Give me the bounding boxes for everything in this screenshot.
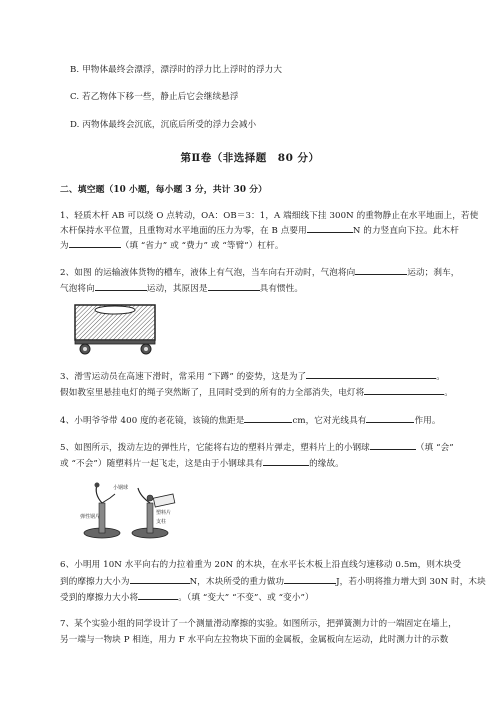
q6-text-e: 。（填 “变大” “不变”、或 “变小”） [178,593,314,603]
plastic-sheet [153,494,174,507]
q3-text-b: 。 [436,372,445,382]
q6-line3 [60,590,314,603]
q5-line2 [60,456,344,469]
q2-blank-1[interactable] [355,265,407,275]
q3-blank-2[interactable] [364,385,444,395]
q2-blank-3[interactable] [208,281,260,291]
q6-text-a: 到的摩擦力大小为 [60,577,130,587]
label-post: 支柱 [156,519,167,525]
q1-text-b: N 的力竖直向下拉。此木杆 [352,226,459,236]
q5-blank-2[interactable] [263,456,309,466]
q1-line3 [60,238,284,251]
q6-blank-2[interactable] [284,574,336,584]
label-steel-ball: 小钢球 [113,485,129,491]
q7-line2: 另一端与一物块 P 相连，用力 F 水平向左拉物块下面的金属板，金属板向左运动，此时测力计的示数 [60,635,449,645]
q1-blank-1[interactable] [307,223,353,233]
spring-steel-figure [80,478,185,542]
q1-line2 [60,223,459,236]
q6-blank-1[interactable] [130,574,190,584]
q5-line1 [60,440,454,453]
q5-text-a: 5、如图所示，拨动左边的弹性片，它能将右边的塑料片弹走，塑料片上的小钢球 [60,443,370,453]
q6-text-d: 受到的摩擦力大小将 [60,593,139,603]
option-d: D. 丙物体最终会沉底，沉底后所受的浮力会减小 [70,120,257,130]
q1-text-c: 为 [60,241,69,251]
q6-blank-3[interactable] [138,590,178,600]
q3-text-a: 3、滑雪运动员在高速下滑时，常采用 “下蹲” 的姿势，这是为了 [60,372,307,382]
q2-blank-2[interactable] [95,281,147,291]
q4-text-a: 4、小明爷爷带 400 度的老花镜，该镜的焦距是 [60,416,245,426]
q2-line1 [60,265,459,278]
q3-blank-1[interactable] [306,369,436,379]
option-c: C. 若乙物体下移一些，静止后它会继续悬浮 [70,92,239,102]
q2-text-d: 运动，其原因是 [146,284,208,294]
q5-text-b: （填 “会” [415,443,454,453]
steel-ball [147,495,153,501]
truck-base [75,340,155,344]
q2-line2 [60,281,303,294]
q2-text-b: 运动；刹车， [407,268,460,278]
q5-text-c: 或 “不会”）随塑料片一起飞走，这是由于小钢球具有 [60,459,264,469]
part2-title: 第Ⅱ卷（非选择题 80 分） [180,152,320,164]
q2-text-e: 具有惯性。 [259,284,304,294]
q1-blank-2[interactable] [69,238,121,248]
label-spring-steel: 弹性钢片 [80,514,101,520]
q1-text-a: 木杆保持水平位置，且重物对水平地面的压力为零，在 B 点要用 [60,226,307,236]
q3-line1 [60,369,445,382]
q4-line [60,413,441,426]
q3-line2 [60,385,453,398]
tank-truck-figure [74,298,158,358]
option-b: B. 甲物体最终会漂浮，漂浮时的浮力比上浮时的浮力大 [70,65,283,75]
q4-text-b: cm，它对光线具有 [292,416,367,426]
bubble [95,306,135,314]
section-title: 二、填空题（10 小题，每小题 3 分，共计 30 分） [60,185,268,195]
q7-line1: 7、某个实验小组的同学设计了一个测量滑动摩擦的实验。如图所示，把弹簧测力计的一端固定在墙上， [60,619,457,629]
q3-text-d: 。 [444,388,453,398]
q4-text-c: 作用。 [414,416,441,426]
q1-text-d: （填 “省力” 或 “费力” 或 “等臂”）杠杆。 [120,241,284,251]
q2-text-c: 气泡将向 [60,284,95,294]
q1-line1: 1、轻质木杆 AB 可以绕 O 点转动，OA：OB＝3：1，A 端细线下挂 300N 的重物静止在水平地面上，若使 [60,211,479,221]
q4-blank-1[interactable] [244,413,292,423]
q6-line1: 6、小明用 10N 水平向右的力拉着重为 20N 的木块，在水平长木板上沿直线匀速移动 0.5m，则木块受 [60,560,462,570]
q6-line2 [60,574,486,587]
q3-text-c: 假如教室里悬挂电灯的绳子突然断了，且同时受到的所有的力全部消失，电灯将 [60,388,365,398]
q2-text-a: 2、如图 的运输液体货物的槽车，液体上有气泡，当车向右开动时，气泡将向 [60,268,356,278]
q6-text-c: J，若小明将推力增大到 30N 时，木块 [336,577,486,587]
q4-blank-2[interactable] [366,413,414,423]
q5-blank-1[interactable] [370,440,416,450]
q6-text-b: N，木块所受的重力做功 [189,577,285,587]
q5-text-d: 的缘故。 [309,459,344,469]
label-plastic-sheet: 塑料片 [156,510,172,516]
